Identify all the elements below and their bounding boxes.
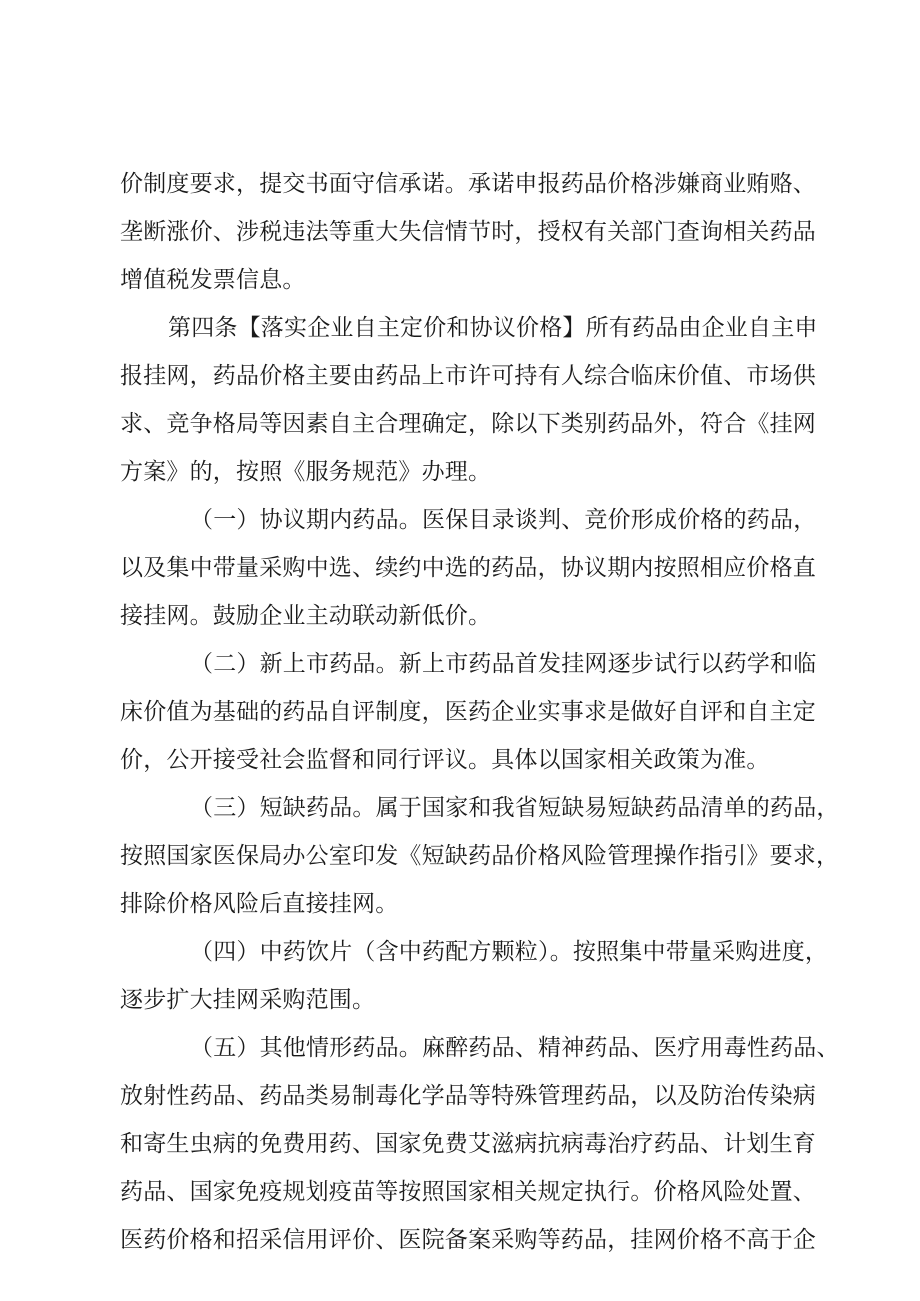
paragraph-article-4 (120, 304, 818, 496)
text-line: （四）中药饮片（含中药配方颗粒）。按照集中带量采购进度， (190, 939, 829, 965)
text-line: 方案》的，按照《服务规范》办理。 (120, 459, 492, 485)
text-line: 按照国家医保局办公室印发《短缺药品价格风险管理操作指引》要求， (120, 843, 840, 869)
text-line: 和寄生虫病的免费用药、国家免费艾滋病抗病毒治疗药品、计划生育 (120, 1131, 816, 1157)
text-line: 逐步扩大挂网采购范围。 (120, 987, 376, 1013)
paragraph-item-2 (120, 640, 817, 784)
text-line: 放射性药品、药品类易制毒化学品等特殊管理药品，以及防治传染病 (120, 1083, 816, 1109)
paragraph-item-1 (120, 496, 817, 640)
text-line: 垄断涨价、涉税违法等重大失信情节时，授权有关部门查询相关药品 (120, 219, 816, 245)
text-line: 以及集中带量采购中选、续约中选的药品，协议期内按照相应价格直 (120, 555, 816, 581)
text-line: 排除价格风险后直接挂网。 (120, 891, 399, 917)
text-line: 求、竞争格局等因素自主合理确定，除以下类别药品外，符合《挂网 (120, 411, 816, 437)
text-line: （一）协议期内药品。医保目录谈判、竞价形成价格的药品， (190, 507, 817, 533)
document-body (120, 160, 840, 1264)
text-line: （五）其他情形药品。麻醉药品、精神药品、医疗用毒性药品、 (190, 1035, 840, 1061)
paragraph-item-4 (120, 928, 829, 1024)
text-line: 接挂网。鼓励企业主动联动新低价。 (120, 603, 492, 629)
text-line: 价，公开接受社会监督和同行评议。具体以国家相关政策为准。 (120, 747, 770, 773)
text-line: （三）短缺药品。属于国家和我省短缺易短缺药品清单的药品， (190, 795, 840, 821)
paragraph-item-5 (120, 1024, 840, 1264)
text-line: 医药价格和招采信用评价、医院备案采购等药品，挂网价格不高于企 (120, 1227, 816, 1253)
text-line: 报挂网，药品价格主要由药品上市许可持有人综合临床价值、市场供 (120, 363, 816, 389)
text-line: 增值税发票信息。 (120, 267, 306, 293)
text-line: 床价值为基础的药品自评制度，医药企业实事求是做好自评和自主定 (120, 699, 816, 725)
text-line: （二）新上市药品。新上市药品首发挂网逐步试行以药学和临 (190, 651, 817, 677)
text-line: 价制度要求，提交书面守信承诺。承诺申报药品价格涉嫌商业贿赂、 (120, 171, 816, 197)
text-line: 第四条【落实企业自主定价和协议价格】所有药品由企业自主申 (168, 315, 818, 341)
text-line: 药品、国家免疫规划疫苗等按照国家相关规定执行。价格风险处置、 (120, 1179, 816, 1205)
paragraph-continuation (120, 160, 816, 304)
paragraph-item-3 (120, 784, 840, 928)
